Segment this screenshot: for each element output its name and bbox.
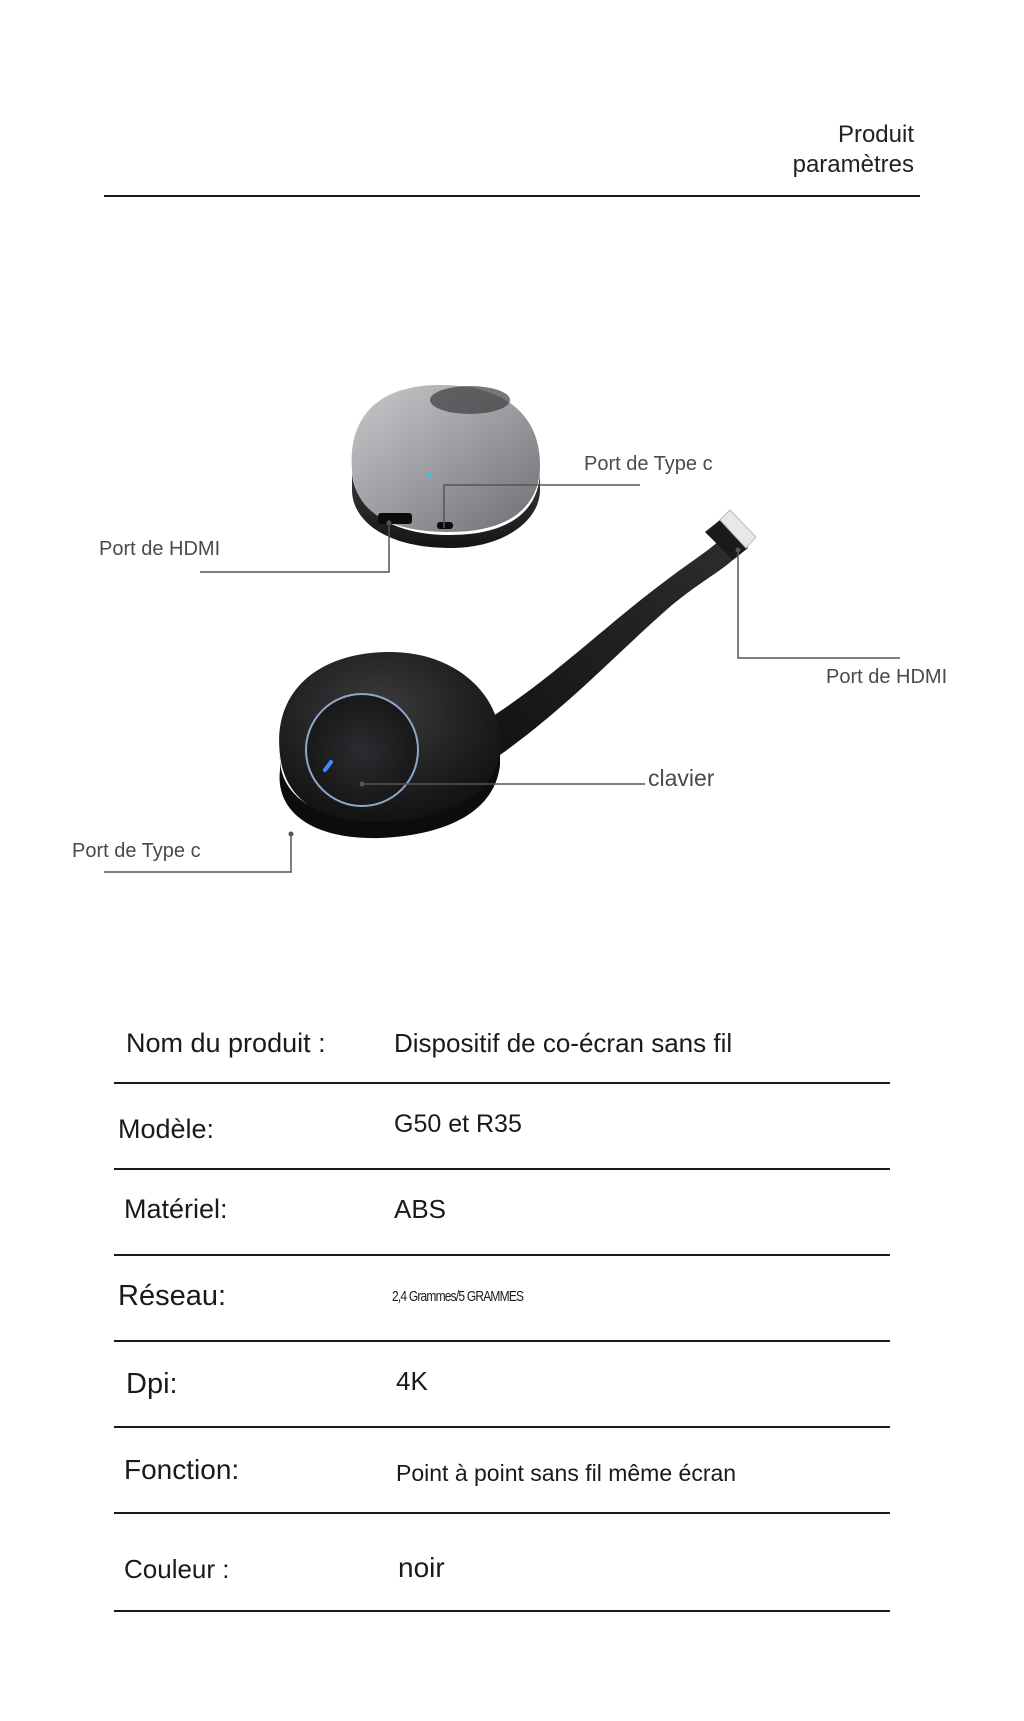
- spec-label: Modèle:: [118, 1114, 215, 1144]
- product-illustration: [0, 360, 1024, 900]
- receiver-type-c-port: [437, 522, 453, 529]
- spec-label: Dpi:: [126, 1368, 178, 1400]
- product-figure: [0, 360, 1024, 900]
- spec-value: noir: [398, 1552, 445, 1583]
- page-title-line2: paramètres: [792, 151, 914, 178]
- spec-label: Nom du produit :: [126, 1028, 326, 1058]
- spec-value: Point à point sans fil même écran: [396, 1460, 737, 1486]
- spec-label: Réseau:: [118, 1280, 227, 1312]
- spec-row-model: [114, 1084, 890, 1170]
- callout-transmitter-type-c: Port de Type c: [72, 840, 201, 862]
- spec-value: ABS: [394, 1194, 447, 1224]
- callout-receiver-hdmi: Port de HDMI: [99, 538, 221, 560]
- spec-label: Matériel:: [124, 1194, 228, 1224]
- spec-row-function: [114, 1428, 890, 1514]
- spec-row-product-name: [114, 1010, 890, 1084]
- receiver-hdmi-port: [378, 513, 412, 524]
- callout-leader-lines: [104, 485, 900, 872]
- spec-value: Dispositif de co-écran sans fil: [394, 1028, 733, 1058]
- spec-row-color: [114, 1514, 890, 1612]
- header-divider: [104, 195, 920, 197]
- page-title-line1: Produit: [837, 121, 914, 148]
- spec-table: [114, 1010, 890, 1612]
- page-title: [793, 120, 914, 180]
- spec-value: 2,4 Grammes/5 GRAMMES: [392, 1288, 524, 1305]
- leader-transmitter-hdmi: [738, 550, 900, 658]
- spec-value: 4K: [396, 1366, 428, 1396]
- keypad-button: [306, 694, 418, 806]
- receiver-device: [352, 385, 540, 548]
- spec-label: Couleur :: [124, 1554, 230, 1584]
- callout-receiver-type-c: Port de Type c: [584, 453, 713, 475]
- receiver-led: [428, 472, 432, 478]
- spec-row-material: [114, 1170, 890, 1256]
- spec-value: G50 et R35: [394, 1110, 522, 1138]
- leader-receiver-hdmi: [200, 520, 389, 572]
- spec-row-dpi: [114, 1342, 890, 1428]
- spec-label: Fonction:: [124, 1454, 240, 1485]
- callout-keypad: clavier: [648, 765, 715, 791]
- callout-transmitter-hdmi: Port de HDMI: [826, 666, 948, 688]
- spec-row-network: [114, 1256, 890, 1342]
